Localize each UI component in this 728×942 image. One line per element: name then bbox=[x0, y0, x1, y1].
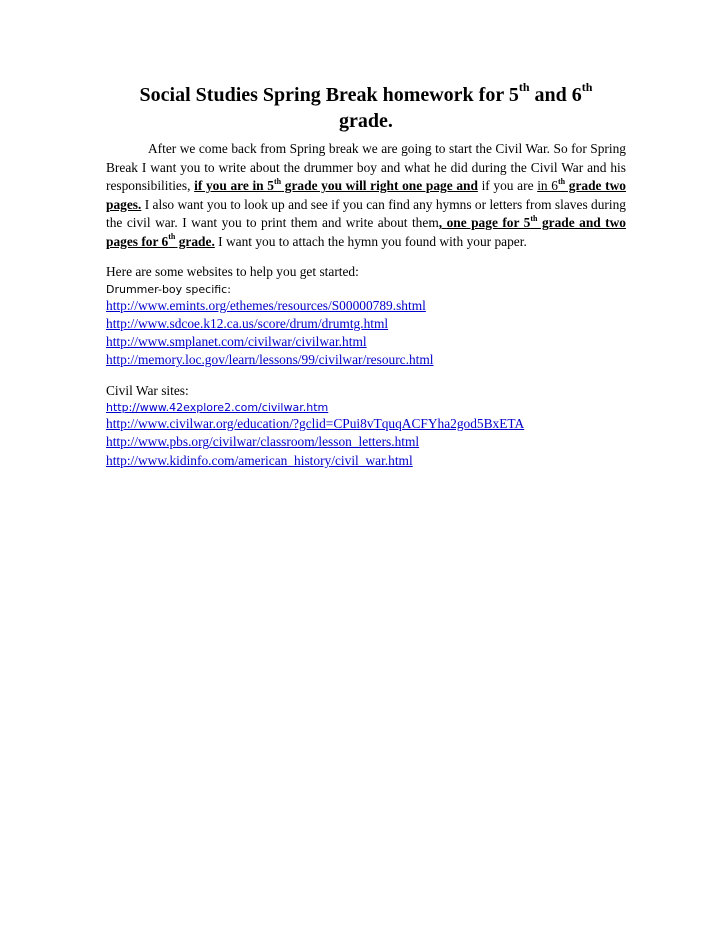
para-under-3: , bbox=[438, 215, 443, 230]
para-text-1: After we come back from Spring break we are going to start the Civil War. So for Spring Break I want you to write about the drummer boy and what he did during the Civil War and his responsibilities, bbox=[106, 141, 626, 193]
civil-war-heading: Civil War sites: bbox=[106, 382, 189, 398]
page-title bbox=[106, 82, 626, 134]
title-text-2: and 6 bbox=[529, 84, 582, 106]
para-text-4: I want you to attach the hymn you found with your paper. bbox=[214, 233, 527, 249]
para-text-2: if you are bbox=[477, 178, 538, 193]
civil-link-2[interactable]: http://www.civilwar.org/education/?gclid=CPui8vTquqACFYha2god5BxETA bbox=[106, 416, 525, 432]
document-page bbox=[106, 82, 626, 470]
civil-link-1[interactable]: http://www.42explore2.com/civilwar.htm bbox=[106, 401, 329, 415]
title-sup-1: th bbox=[518, 80, 530, 95]
para-bold-3-sup: th bbox=[530, 213, 538, 223]
para-bold-2: grade two pages. bbox=[106, 178, 626, 212]
para-bold-3-sup2: th bbox=[168, 232, 176, 242]
title-text-1: Social Studies Spring Break homework for 5 bbox=[139, 84, 519, 106]
para-bold-3b: grade and two pages for 6 bbox=[106, 215, 626, 249]
drummer-link-1[interactable]: http://www.emints.org/ethemes/resources/S00000789.shtml bbox=[106, 297, 426, 313]
para-bold-3a: one page for 5 bbox=[446, 215, 531, 230]
para-under-2-sup: th bbox=[557, 176, 566, 186]
websites-intro: Here are some websites to help you get started: bbox=[106, 264, 359, 279]
title-text-3: grade. bbox=[339, 110, 393, 132]
drummer-heading: Drummer-boy specific: bbox=[106, 282, 231, 296]
civil-war-link-list bbox=[106, 400, 626, 470]
para-text-3: I also want you to look up and see if you can find any hymns or letters from slaves during the civil war. I want you to print them and write about them bbox=[106, 196, 626, 230]
para-bold-1-sup: th bbox=[274, 176, 282, 186]
civil-link-4[interactable]: http://www.kidinfo.com/american_history/civil_war.html bbox=[106, 452, 413, 468]
para-bold-1a: if you are in 5 bbox=[194, 178, 274, 193]
para-bold-1b: grade you will right one page and bbox=[281, 178, 478, 193]
drummer-link-list bbox=[106, 297, 626, 370]
drummer-link-3[interactable]: http://www.smplanet.com/civilwar/civilwar.html bbox=[106, 334, 367, 350]
para-bold-3c: grade. bbox=[175, 233, 215, 249]
drummer-link-4[interactable]: http://memory.loc.gov/learn/lessons/99/civilwar/resourc.html bbox=[106, 352, 434, 368]
title-sup-2: th bbox=[581, 80, 593, 95]
assignment-paragraph bbox=[106, 140, 626, 251]
drummer-link-2[interactable]: http://www.sdcoe.k12.ca.us/score/drum/drumtg.html bbox=[106, 315, 389, 331]
para-under-2a: in 6 bbox=[537, 178, 558, 193]
civil-link-3[interactable]: http://www.pbs.org/civilwar/classroom/lesson_letters.html bbox=[106, 434, 420, 450]
